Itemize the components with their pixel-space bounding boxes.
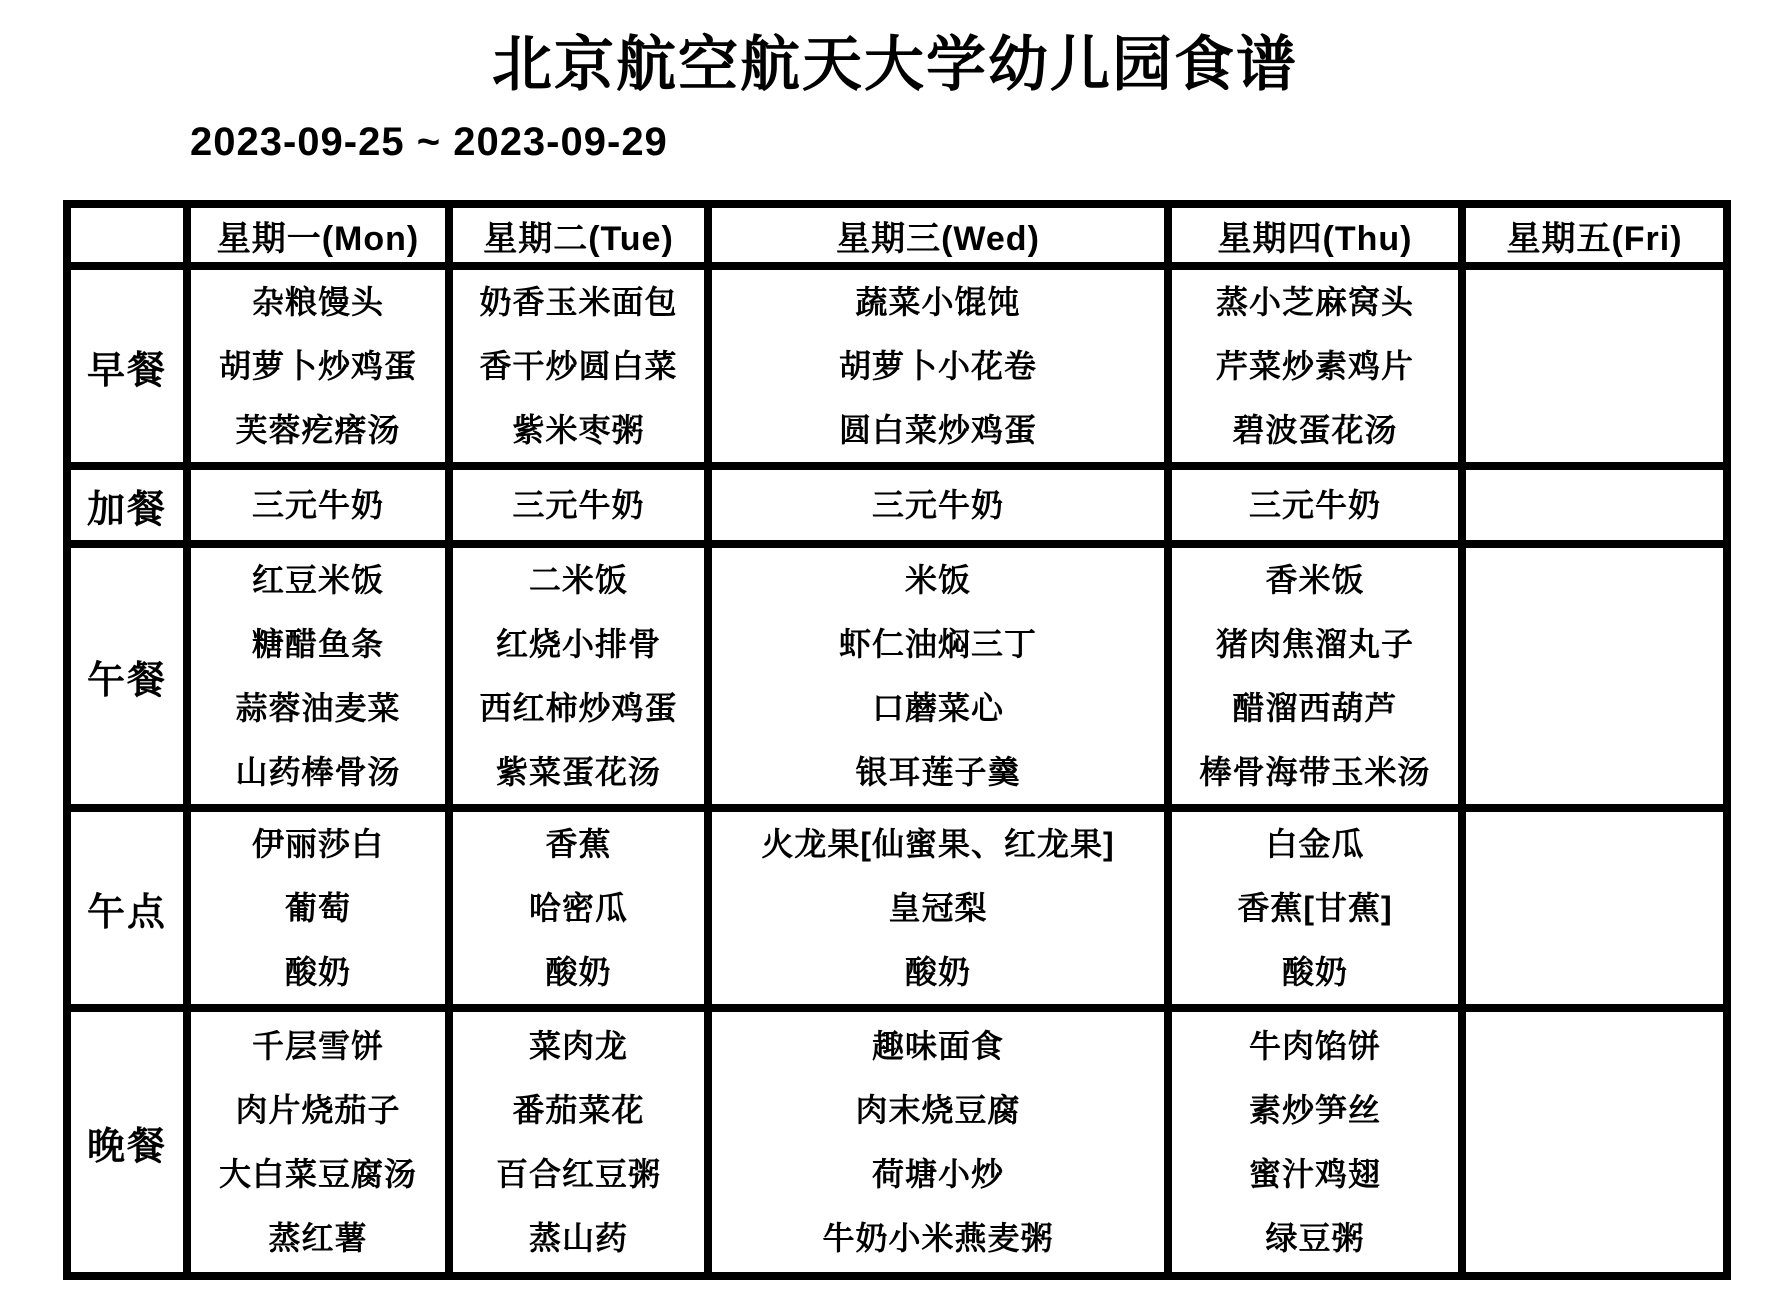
weekday-header-cell: 星期一(Mon) <box>187 204 449 266</box>
dish-item: 虾仁油焖三丁 <box>838 626 1037 662</box>
dish-item: 肉片烧茄子 <box>235 1092 401 1128</box>
menu-cell <box>449 1008 708 1276</box>
dish-item: 蒜蓉油麦菜 <box>235 690 401 726</box>
dish-list <box>191 812 445 1004</box>
meal-row <box>67 544 1727 808</box>
dish-list <box>453 812 704 1004</box>
dish-list <box>453 548 704 804</box>
meal-row <box>67 1008 1727 1276</box>
dish-item: 香蕉 <box>545 826 612 862</box>
dish-item: 奶香玉米面包 <box>479 284 678 320</box>
dish-item: 三元牛奶 <box>1248 487 1381 523</box>
dish-item: 趣味面食 <box>871 1028 1004 1064</box>
dish-item: 百合红豆粥 <box>495 1156 661 1192</box>
menu-cell <box>449 544 708 808</box>
dish-item: 杂粮馒头 <box>251 284 384 320</box>
weekday-header-cell: 星期三(Wed) <box>708 204 1168 266</box>
meal-row <box>67 808 1727 1008</box>
dish-item: 三元牛奶 <box>871 487 1004 523</box>
dish-item: 蔬菜小馄饨 <box>855 284 1021 320</box>
menu-table-header <box>67 204 1727 266</box>
dish-item: 肉末烧豆腐 <box>855 1092 1021 1128</box>
menu-cell <box>187 266 449 466</box>
menu-cell <box>1462 266 1727 466</box>
menu-cell <box>449 466 708 544</box>
menu-cell <box>187 544 449 808</box>
dish-item: 红烧小排骨 <box>495 626 661 662</box>
dish-list <box>191 270 445 462</box>
dish-item: 伊丽莎白 <box>251 826 384 862</box>
dish-list <box>191 473 445 537</box>
dish-item: 芙蓉疙瘩汤 <box>235 412 401 448</box>
dish-item: 蒸红薯 <box>268 1220 368 1256</box>
date-range: 2023-09-25 ~ 2023-09-29 <box>190 120 668 164</box>
dish-item: 山药棒骨汤 <box>235 754 401 790</box>
dish-item: 紫米枣粥 <box>512 412 645 448</box>
dish-item: 西红柿炒鸡蛋 <box>479 690 678 726</box>
dish-item: 火龙果[仙蜜果、红龙果] <box>761 826 1115 862</box>
menu-cell <box>187 808 449 1008</box>
dish-item: 糖醋鱼条 <box>251 626 384 662</box>
dish-item: 牛肉馅饼 <box>1248 1028 1381 1064</box>
weekday-header-cell: 星期五(Fri) <box>1462 204 1727 266</box>
menu-cell <box>1462 808 1727 1008</box>
dish-item: 紫菜蛋花汤 <box>495 754 661 790</box>
meal-label: 早餐 <box>67 266 187 466</box>
menu-cell <box>1168 1008 1462 1276</box>
meal-label: 加餐 <box>67 466 187 544</box>
menu-cell <box>1462 544 1727 808</box>
page-title: 北京航空航天大学幼儿园食谱 <box>492 31 1298 98</box>
menu-cell <box>187 466 449 544</box>
dish-item: 棒骨海带玉米汤 <box>1199 754 1431 790</box>
meal-label: 午点 <box>67 808 187 1008</box>
corner-header-cell <box>67 204 187 266</box>
dish-item: 大白菜豆腐汤 <box>218 1156 417 1192</box>
meal-row <box>67 266 1727 466</box>
dish-item: 三元牛奶 <box>251 487 384 523</box>
dish-item: 醋溜西葫芦 <box>1232 690 1398 726</box>
weekday-header-cell: 星期二(Tue) <box>449 204 708 266</box>
weekday-header-row <box>67 204 1727 266</box>
dish-item: 胡萝卜小花卷 <box>838 348 1037 384</box>
dish-list <box>453 473 704 537</box>
dish-item: 碧波蛋花汤 <box>1232 412 1398 448</box>
dish-item: 猪肉焦溜丸子 <box>1215 626 1414 662</box>
menu-cell <box>708 266 1168 466</box>
dish-item: 圆白菜炒鸡蛋 <box>838 412 1037 448</box>
dish-item: 芹菜炒素鸡片 <box>1215 348 1414 384</box>
dish-item: 酸奶 <box>1281 954 1348 990</box>
menu-cell <box>1168 544 1462 808</box>
dish-list <box>1172 812 1458 1004</box>
dish-item: 番茄菜花 <box>512 1092 645 1128</box>
dish-item: 酸奶 <box>904 954 971 990</box>
dish-list <box>191 548 445 804</box>
meal-label: 晚餐 <box>67 1008 187 1276</box>
dish-item: 蒸小芝麻窝头 <box>1215 284 1414 320</box>
menu-cell <box>1168 266 1462 466</box>
dish-list <box>712 812 1164 1004</box>
dish-item: 酸奶 <box>284 954 351 990</box>
menu-cell <box>187 1008 449 1276</box>
dish-list <box>712 1014 1164 1270</box>
weekday-header-cell: 星期四(Thu) <box>1168 204 1462 266</box>
dish-item: 香蕉[甘蕉] <box>1237 890 1393 926</box>
dish-item: 酸奶 <box>545 954 612 990</box>
dish-item: 米饭 <box>904 562 971 598</box>
dish-list <box>453 1014 704 1270</box>
dish-item: 皇冠梨 <box>888 890 988 926</box>
dish-list <box>453 270 704 462</box>
dish-list <box>1172 1014 1458 1270</box>
menu-cell <box>1462 1008 1727 1276</box>
meal-label: 午餐 <box>67 544 187 808</box>
menu-cell <box>708 466 1168 544</box>
dish-item: 牛奶小米燕麦粥 <box>822 1220 1054 1256</box>
dish-item: 千层雪饼 <box>251 1028 384 1064</box>
menu-cell <box>708 544 1168 808</box>
menu-cell <box>1168 808 1462 1008</box>
menu-table <box>63 200 1731 1280</box>
dish-item: 蒸山药 <box>528 1220 628 1256</box>
dish-list <box>712 473 1164 537</box>
menu-cell <box>449 808 708 1008</box>
menu-table-body <box>67 266 1727 1276</box>
menu-cell <box>1462 466 1727 544</box>
dish-list <box>712 270 1164 462</box>
dish-item: 红豆米饭 <box>251 562 384 598</box>
dish-item: 二米饭 <box>528 562 628 598</box>
menu-cell <box>1168 466 1462 544</box>
dish-item: 香干炒圆白菜 <box>479 348 678 384</box>
dish-item: 白金瓜 <box>1265 826 1365 862</box>
dish-item: 绿豆粥 <box>1265 1220 1365 1256</box>
dish-item: 胡萝卜炒鸡蛋 <box>218 348 417 384</box>
dish-item: 素炒笋丝 <box>1248 1092 1381 1128</box>
menu-cell <box>708 808 1168 1008</box>
meal-row <box>67 466 1727 544</box>
dish-item: 葡萄 <box>284 890 351 926</box>
dish-item: 口蘑菜心 <box>871 690 1004 726</box>
dish-item: 三元牛奶 <box>512 487 645 523</box>
dish-item: 银耳莲子羹 <box>855 754 1021 790</box>
dish-item: 蜜汁鸡翅 <box>1248 1156 1381 1192</box>
menu-cell <box>449 266 708 466</box>
dish-item: 菜肉龙 <box>528 1028 628 1064</box>
dish-list <box>1172 473 1458 537</box>
dish-item: 哈密瓜 <box>528 890 628 926</box>
dish-list <box>1172 548 1458 804</box>
dish-item: 香米饭 <box>1265 562 1365 598</box>
menu-cell <box>708 1008 1168 1276</box>
dish-list <box>1172 270 1458 462</box>
dish-list <box>712 548 1164 804</box>
dish-list <box>191 1014 445 1270</box>
dish-item: 荷塘小炒 <box>871 1156 1004 1192</box>
